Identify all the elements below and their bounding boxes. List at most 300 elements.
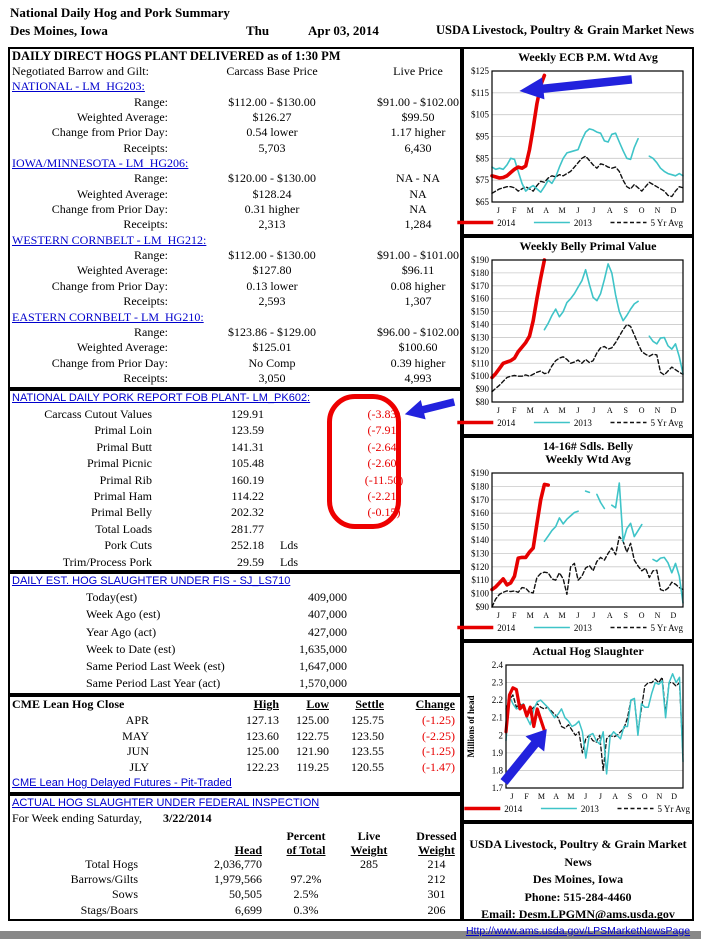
live-value: NA [409, 186, 427, 201]
svg-text:J: J [576, 611, 580, 620]
row-label: Same Period Last Week (est) [86, 659, 225, 674]
table-row [10, 729, 460, 745]
row-label: Week Ago (est) [86, 607, 161, 622]
cutout-value: 114.22 [231, 489, 264, 504]
svg-text:J: J [598, 792, 602, 801]
direct-hogs-column-headers [10, 64, 460, 79]
svg-text:Weekly Wtd Avg: Weekly Wtd Avg [545, 452, 631, 466]
percent-value: 0.3% [293, 902, 319, 917]
slaughter-estimate-rows [10, 589, 460, 693]
change-value: (-11.50) [364, 472, 404, 487]
table-row [10, 760, 460, 776]
table-row [10, 125, 460, 140]
svg-text:$120: $120 [471, 561, 489, 572]
cme-col-settle: Settle [355, 697, 384, 711]
svg-text:2014: 2014 [497, 218, 516, 228]
live-value: NA - NA [396, 171, 440, 186]
cutout-value: 281.77 [231, 521, 264, 536]
svg-text:J: J [592, 611, 596, 620]
row-label: Range: [134, 171, 168, 186]
col-dressed-weight: Dressed Weight [416, 828, 457, 857]
slaughter-estimate-link[interactable]: DAILY EST. HOG SLAUGHTER UNDER FIS - SJ_LS710 [12, 575, 291, 587]
svg-text:2014: 2014 [497, 418, 516, 428]
svg-text:$130: $130 [471, 548, 489, 559]
row-label: Today(est) [86, 590, 138, 604]
table-row [10, 371, 460, 386]
svg-text:2013: 2013 [580, 804, 599, 814]
cutout-value: 141.31 [231, 439, 264, 454]
unit-label [264, 521, 324, 537]
table-row [10, 248, 460, 263]
row-label: Trim/Process Pork [62, 554, 152, 569]
table-row [10, 624, 460, 641]
dressed-weight-value: 212 [427, 871, 446, 886]
svg-text:$100: $100 [471, 371, 489, 382]
svg-text:2.4: 2.4 [491, 660, 503, 670]
head-count: 427,000 [308, 624, 347, 639]
svg-text:O: O [638, 611, 645, 620]
market-report-link[interactable]: EASTERN CORNBELT - LM_HG210: [12, 309, 204, 324]
table-row [10, 141, 460, 156]
svg-text:N: N [654, 406, 661, 415]
cutout-value: 105.48 [231, 456, 264, 471]
svg-text:F: F [512, 406, 517, 415]
contact-box [462, 822, 694, 937]
unit-label [264, 406, 324, 422]
row-label: Receipts: [123, 140, 168, 155]
change-value: (-1.47) [422, 760, 455, 775]
head-count: 407,000 [308, 607, 347, 622]
svg-text:A: A [612, 792, 619, 801]
live-value: 6,430 [404, 140, 432, 155]
low-value: 121.90 [296, 744, 329, 759]
change-value [324, 537, 444, 553]
row-label: Weighted Average: [76, 186, 168, 201]
low-value: 119.25 [296, 760, 329, 775]
svg-text:J: J [592, 206, 596, 215]
svg-text:M: M [567, 792, 575, 801]
live-weight-value [350, 872, 388, 887]
section-direct-hogs [8, 47, 462, 389]
federal-inspection-link[interactable]: ACTUAL HOG SLAUGHTER UNDER FEDERAL INSPECTION [12, 797, 320, 809]
row-label: Barrows/Gilts [70, 871, 138, 886]
svg-text:M: M [558, 611, 566, 620]
table-row [10, 641, 460, 658]
row-label: Receipts: [123, 370, 168, 385]
blue-arrow-slaughter-chart [496, 726, 568, 790]
cutout-value: 202.32 [231, 505, 264, 520]
table-row [10, 217, 460, 232]
change-value [324, 554, 444, 570]
svg-text:N: N [654, 206, 661, 215]
svg-text:2014: 2014 [497, 623, 516, 633]
contact-email: Email: Desm.LPGMN@ams.usda.gov [481, 907, 675, 921]
unit-label: Lds [280, 554, 298, 569]
carcass-value: No Comp [248, 355, 296, 370]
svg-text:$180: $180 [471, 481, 489, 492]
cme-col-low: Low [306, 697, 329, 711]
head-count: 409,000 [308, 590, 347, 604]
svg-text:A: A [543, 611, 550, 620]
cutout-value: 123.59 [231, 423, 264, 438]
svg-text:A: A [606, 406, 613, 415]
svg-text:$75: $75 [475, 175, 489, 186]
svg-text:$130: $130 [471, 332, 489, 343]
carcass-value: $128.24 [252, 186, 292, 201]
cme-header-row [10, 697, 460, 713]
table-row [10, 675, 460, 692]
table-row [10, 171, 460, 186]
carcass-value: $112.00 - $130.00 [228, 94, 316, 109]
row-label: Primal Picnic [87, 456, 152, 471]
pork-report-link[interactable]: NATIONAL DAILY PORK REPORT FOB PLANT- LM_PK602: [12, 392, 311, 404]
row-label: Sows [111, 887, 138, 902]
svg-text:J: J [576, 206, 580, 215]
section-title-direct-hogs: DAILY DIRECT HOGS PLANT DELIVERED as of 1:30 PM [12, 49, 341, 63]
table-row [10, 713, 460, 729]
cutout-value: 129.91 [231, 407, 264, 421]
row-label: Range: [134, 94, 168, 109]
col-percent-of-total: Percent of Total [286, 828, 326, 857]
table-row [10, 887, 460, 902]
carcass-value: 2,313 [258, 217, 286, 232]
chartbox-sdls-belly [462, 436, 694, 641]
head-value: 1,979,566 [214, 871, 262, 886]
chartbox-belly-primal [462, 236, 694, 436]
live-value: 0.08 higher [390, 278, 446, 293]
change-value: (-2.64) [367, 439, 401, 454]
table-row [10, 658, 460, 675]
table-row [10, 606, 460, 623]
carcass-value: 2,593 [258, 294, 286, 309]
live-weight-value [350, 887, 388, 902]
svg-text:$180: $180 [471, 267, 489, 278]
head-count: 1,647,000 [299, 659, 347, 674]
svg-text:$95: $95 [475, 131, 489, 142]
head-count: 1,635,000 [299, 641, 347, 656]
table-row [10, 95, 460, 110]
live-value: $96.11 [401, 263, 435, 278]
unit-label: Lds [280, 538, 298, 553]
row-label: Change from Prior Day: [51, 125, 168, 140]
row-label: Weighted Average: [76, 340, 168, 355]
svg-text:J: J [496, 406, 500, 415]
contract-month: APR [125, 712, 149, 727]
svg-text:A: A [543, 206, 550, 215]
svg-text:$80: $80 [475, 397, 489, 407]
svg-text:2013: 2013 [573, 418, 592, 428]
live-value: $91.00 - $101.00 [377, 248, 459, 263]
svg-text:1.9: 1.9 [491, 747, 503, 758]
change-value: (-0.15) [367, 505, 401, 520]
carcass-value: $126.27 [252, 110, 292, 125]
svg-text:N: N [654, 611, 661, 620]
svg-text:$160: $160 [471, 293, 489, 304]
cme-title: CME Lean Hog Close [12, 697, 125, 711]
week-ending-label: For Week ending Saturday, [12, 811, 143, 825]
change-value: (-7.91) [367, 423, 401, 438]
svg-text:$90: $90 [475, 602, 489, 612]
svg-text:M: M [558, 206, 566, 215]
svg-text:Actual Hog Slaughter: Actual Hog Slaughter [532, 644, 644, 658]
change-value: (-1.25) [422, 712, 455, 727]
row-label: Week to Date (est) [86, 641, 176, 656]
cutout-value: 252.18 [231, 538, 264, 553]
market-report-link[interactable]: NATIONAL - LM_HG203: [12, 79, 145, 94]
table-row [10, 857, 460, 872]
change-value: (-3.83) [367, 407, 401, 421]
svg-text:M: M [537, 792, 545, 801]
low-value: 122.75 [296, 728, 329, 743]
svg-text:1.8: 1.8 [491, 765, 503, 776]
svg-text:D: D [670, 611, 677, 620]
carcass-value: $112.00 - $130.00 [228, 248, 316, 263]
svg-text:D: D [671, 792, 678, 801]
intro-label: Negotiated Barrow and Gilt: [12, 64, 149, 78]
row-label: Primal Ham [93, 489, 152, 504]
svg-text:$125: $125 [471, 66, 489, 76]
federal-inspection-rows [10, 856, 460, 917]
svg-text:O: O [641, 792, 648, 801]
section-cme [8, 695, 462, 794]
carcass-value: 5,703 [258, 140, 286, 155]
svg-text:$110: $110 [471, 575, 489, 586]
table-row [10, 537, 460, 553]
svg-text:A: A [553, 792, 560, 801]
row-label: Primal Loin [94, 423, 152, 438]
svg-text:M: M [526, 406, 534, 415]
col-carcass-base-price: Carcass Base Price [226, 64, 318, 78]
high-value: 122.23 [246, 760, 279, 775]
change-value: (-2.25) [422, 728, 455, 743]
report-agency: USDA Livestock, Poultry & Grain Market News [436, 23, 694, 37]
week-ending-date: 3/22/2014 [163, 811, 212, 825]
unit-label [264, 455, 324, 471]
unit-label [264, 439, 324, 455]
percent-value [262, 857, 350, 872]
section-slaughter-estimate [8, 572, 462, 695]
svg-text:J: J [496, 206, 500, 215]
row-label: Same Period Last Year (act) [86, 676, 221, 691]
contact-agency: USDA Livestock, Poultry & Grain Market News [469, 837, 687, 869]
cme-col-change: Change [415, 697, 455, 711]
live-value: 1,284 [404, 217, 432, 232]
table-row [10, 202, 460, 217]
svg-text:$110: $110 [471, 358, 489, 369]
carcass-value: 0.31 higher [244, 202, 300, 217]
table-row [10, 872, 460, 887]
svg-text:$90: $90 [475, 384, 489, 395]
high-value: 127.13 [246, 712, 279, 727]
svg-text:S: S [623, 406, 628, 415]
live-value: $99.50 [401, 110, 435, 125]
dressed-weight-value: 206 [427, 902, 446, 917]
row-label: Pork Cuts [104, 538, 152, 553]
table-row [10, 340, 460, 355]
table-row [10, 110, 460, 125]
live-value: 0.39 higher [390, 355, 446, 370]
carcass-value: $123.86 - $129.00 [228, 324, 316, 339]
change-value: (-2.21) [367, 489, 401, 504]
percent-value: 2.5% [293, 887, 319, 902]
blue-arrow-pork-changes [401, 393, 459, 423]
percent-value: 97.2% [290, 871, 322, 886]
row-label: Primal Rib [99, 472, 152, 487]
svg-text:F: F [512, 611, 517, 620]
row-label: Change from Prior Day: [51, 202, 168, 217]
settle-value: 123.50 [351, 728, 384, 743]
row-label: Change from Prior Day: [51, 355, 168, 370]
table-row [10, 744, 460, 760]
live-value: 1,307 [404, 294, 432, 309]
col-live-price: Live Price [393, 64, 443, 78]
unit-label [264, 488, 324, 504]
svg-text:2.2: 2.2 [491, 695, 503, 706]
contact-city: Des Moines, Iowa [532, 872, 624, 886]
svg-text:$170: $170 [471, 280, 489, 291]
svg-text:$105: $105 [471, 109, 489, 120]
svg-text:2013: 2013 [573, 623, 592, 633]
table-row [10, 902, 460, 917]
week-ending-row [10, 811, 460, 826]
high-value: 123.60 [246, 728, 279, 743]
svg-text:2.3: 2.3 [491, 677, 503, 688]
carcass-value: $125.01 [252, 340, 292, 355]
svg-text:5 Yr Avg: 5 Yr Avg [650, 418, 683, 428]
svg-text:$85: $85 [475, 153, 489, 164]
report-title: National Daily Hog and Pork Summary [10, 5, 230, 20]
svg-text:1.7: 1.7 [491, 783, 503, 793]
federal-inspection-headers [10, 829, 460, 857]
contract-month: JLY [129, 760, 149, 775]
table-row [10, 187, 460, 202]
section-federal-inspection [8, 794, 462, 921]
cme-rows [10, 713, 460, 776]
svg-text:$190: $190 [471, 255, 489, 265]
svg-text:O: O [638, 406, 645, 415]
table-row [10, 356, 460, 371]
col-head: Head [234, 842, 262, 857]
blue-arrow-ecb-chart [516, 68, 638, 100]
svg-text:A: A [606, 611, 613, 620]
svg-text:5 Yr Avg: 5 Yr Avg [650, 218, 683, 228]
svg-text:5 Yr Avg: 5 Yr Avg [657, 804, 690, 814]
svg-text:J: J [576, 406, 580, 415]
head-count: 1,570,000 [299, 676, 347, 691]
cutout-value: 29.59 [237, 554, 264, 569]
market-report-link[interactable]: IOWA/MINNESOTA - LM_HG206: [12, 156, 189, 171]
svg-text:A: A [606, 206, 613, 215]
svg-text:Weekly ECB P.M. Wtd Avg: Weekly ECB P.M. Wtd Avg [518, 50, 658, 64]
unit-label [264, 472, 324, 488]
cme-col-high: High [253, 697, 279, 711]
svg-text:$170: $170 [471, 494, 489, 505]
svg-text:$150: $150 [471, 521, 489, 532]
live-value: $91.00 - $102.00 [377, 94, 459, 109]
carcass-value: $127.80 [252, 263, 292, 278]
live-value: $96.00 - $102.00 [377, 324, 459, 339]
carcass-value: $120.00 - $130.00 [228, 171, 316, 186]
svg-text:2014: 2014 [504, 804, 523, 814]
live-value: $100.60 [398, 340, 438, 355]
svg-text:$100: $100 [471, 588, 489, 599]
svg-text:M: M [526, 611, 534, 620]
row-label: Total Hogs [85, 856, 138, 871]
market-report-link[interactable]: WESTERN CORNBELT - LM_HG212: [12, 232, 207, 247]
change-value: (-1.25) [422, 744, 455, 759]
svg-text:$120: $120 [471, 345, 489, 356]
live-value: 4,993 [404, 370, 432, 385]
contact-website-link[interactable]: Http://www.ams.usda.gov/LPSMarketNewsPage [465, 924, 691, 937]
svg-text:F: F [524, 792, 529, 801]
highlight-oval [327, 394, 401, 529]
direct-hogs-rows [10, 79, 460, 386]
col-live-weight: Live Weight [350, 828, 388, 857]
svg-text:2.1: 2.1 [491, 712, 503, 723]
report-date: Apr 03, 2014 [308, 23, 379, 38]
cme-delayed-futures-link[interactable]: CME Lean Hog Delayed Futures - Pit-Traded [12, 776, 232, 789]
svg-text:M: M [526, 206, 534, 215]
live-weight-value: 285 [360, 856, 378, 871]
dressed-weight-value: 301 [427, 887, 446, 902]
change-value: (-2.60) [367, 456, 401, 471]
carcass-value: 0.54 lower [246, 125, 298, 140]
row-label: Weighted Average: [76, 263, 168, 278]
svg-text:O: O [638, 206, 645, 215]
carcass-value: 3,050 [258, 370, 286, 385]
cutout-value: 160.19 [231, 472, 264, 487]
row-label: Range: [134, 324, 168, 339]
row-label: Stags/Boars [80, 902, 138, 917]
contract-month: MAY [122, 728, 149, 743]
svg-text:$190: $190 [471, 468, 489, 478]
report-city: Des Moines, Iowa [10, 23, 108, 38]
report-day: Thu [246, 23, 270, 38]
svg-text:2: 2 [498, 730, 503, 741]
svg-text:$160: $160 [471, 508, 489, 519]
svg-text:$115: $115 [471, 87, 489, 98]
svg-text:$140: $140 [471, 319, 489, 330]
row-label: Receipts: [123, 294, 168, 309]
row-label: Year Ago (act) [86, 624, 157, 639]
svg-text:N: N [656, 792, 663, 801]
table-row [10, 521, 460, 537]
table-row [10, 589, 460, 606]
svg-text:J: J [510, 792, 514, 801]
chart-14-16-sdls-belly-wtd-avg [464, 438, 692, 639]
row-label: Weighted Average: [76, 110, 168, 125]
svg-text:Millions of head: Millions of head [466, 695, 476, 758]
svg-text:M: M [558, 406, 566, 415]
svg-text:5 Yr Avg: 5 Yr Avg [650, 623, 683, 633]
table-row [10, 294, 460, 309]
live-value: 1.17 higher [390, 125, 446, 140]
svg-text:$150: $150 [471, 306, 489, 317]
dressed-weight-value: 214 [427, 856, 446, 871]
svg-text:S: S [627, 792, 633, 801]
svg-text:J: J [592, 406, 596, 415]
settle-value: 123.55 [351, 744, 384, 759]
live-weight-value [350, 903, 388, 918]
svg-text:S: S [623, 611, 628, 620]
carcass-value: 0.13 lower [246, 278, 298, 293]
settle-value: 125.75 [351, 712, 384, 727]
svg-text:2013: 2013 [573, 218, 592, 228]
svg-text:$140: $140 [471, 535, 489, 545]
table-row [10, 325, 460, 340]
contact-phone: Phone: 515-284-4460 [524, 889, 632, 904]
svg-text:D: D [670, 406, 677, 415]
